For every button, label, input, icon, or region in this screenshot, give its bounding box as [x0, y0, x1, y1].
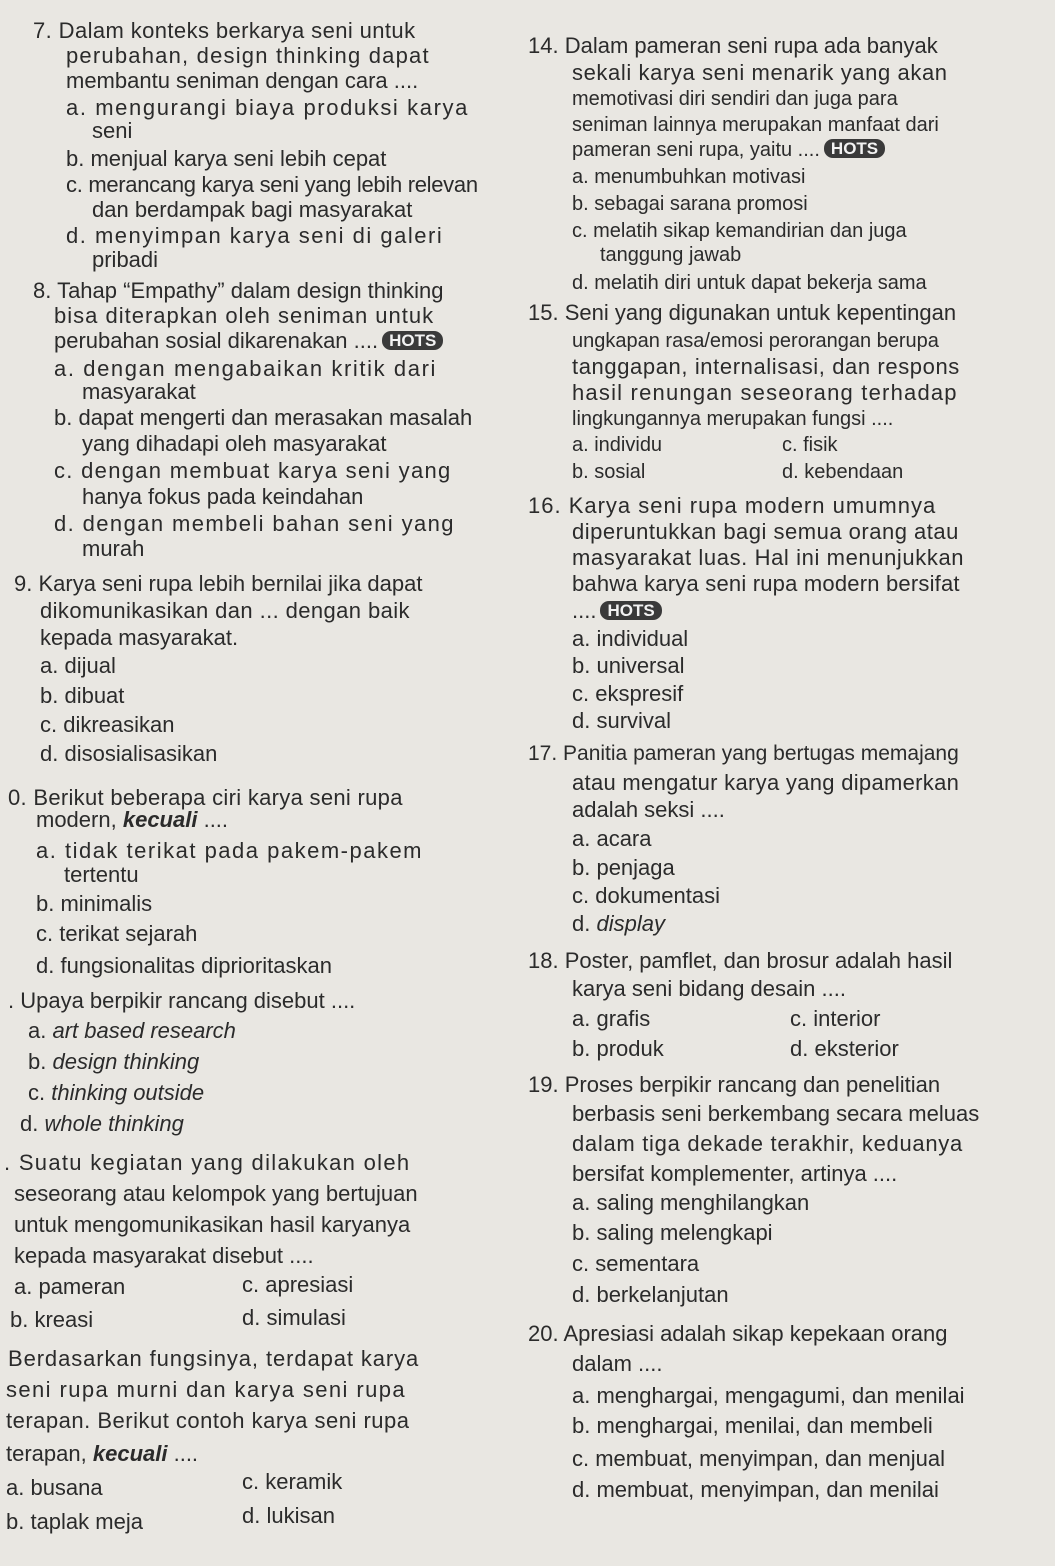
- option-19c: c. sementara: [572, 1251, 700, 1276]
- question-8-stem: 8. Tahap “Empathy” dalam design thinking: [33, 278, 444, 303]
- option-18b: b. produk: [572, 1036, 664, 1061]
- option-8b: b. dapat mengerti dan merasakan masalah: [54, 405, 473, 430]
- question-20-stem: dalam ....: [572, 1351, 663, 1376]
- option-8c: c. dengan membuat karya seni yang: [54, 458, 452, 483]
- question-19-stem: bersifat komplementer, artinya ....: [572, 1161, 898, 1186]
- option-9d: d. disosialisasikan: [40, 741, 218, 766]
- question-19-stem: berbasis seni berkembang secara meluas: [572, 1101, 980, 1126]
- question-7-stem: perubahan, design thinking dapat: [66, 43, 430, 68]
- option-14b: b. sebagai sarana promosi: [572, 193, 808, 215]
- option-12b: b. kreasi: [10, 1307, 94, 1332]
- question-15-stem: hasil renungan seseorang terhadap: [572, 380, 958, 405]
- option-7d: pribadi: [92, 247, 159, 272]
- option-18a: a. grafis: [572, 1006, 651, 1031]
- question-10-stem: 0. Berikut beberapa ciri karya seni rupa: [8, 785, 403, 810]
- option-8d: d. dengan membeli bahan seni yang: [54, 511, 455, 536]
- option-7d: d. menyimpan karya seni di galeri: [66, 223, 444, 248]
- question-14-stem: memotivasi diri sendiri dan juga para: [572, 88, 898, 110]
- option-14c: tanggung jawab: [600, 244, 742, 266]
- question-13-stem: Berdasarkan fungsinya, terdapat karya: [8, 1346, 420, 1371]
- option-15b: b. sosial: [572, 461, 646, 483]
- question-14-stem: pameran seni rupa, yaitu .... HOTS: [572, 137, 885, 163]
- option-7c: dan berdampak bagi masyarakat: [92, 197, 413, 222]
- option-11c: c. thinking outside: [28, 1080, 205, 1105]
- question-14-stem: sekali karya seni menarik yang akan: [572, 60, 948, 85]
- hots-badge: HOTS: [382, 331, 443, 350]
- option-15c: c. fisik: [782, 434, 838, 456]
- question-7-stem: 7. Dalam konteks berkarya seni untuk: [33, 18, 416, 43]
- option-20d: d. membuat, menyimpan, dan menilai: [572, 1477, 939, 1502]
- option-14c: c. melatih sikap kemandirian dan juga: [572, 220, 907, 242]
- option-20b: b. menghargai, menilai, dan membeli: [572, 1413, 933, 1438]
- question-12-stem: seseorang atau kelompok yang bertujuan: [14, 1181, 418, 1206]
- question-17-stem: 17. Panitia pameran yang bertugas memajang: [528, 742, 959, 765]
- option-15d: d. kebendaan: [782, 461, 904, 483]
- question-9-stem: dikomunikasikan dan ... dengan baik: [40, 598, 410, 623]
- option-17d: d. display: [572, 911, 665, 936]
- option-10c: c. terikat sejarah: [36, 921, 198, 946]
- option-17b: b. penjaga: [572, 855, 675, 880]
- option-8a: a. dengan mengabaikan kritik dari: [54, 356, 438, 381]
- question-16-stem: masyarakat luas. Hal ini menunjukkan: [572, 545, 965, 570]
- option-14d: d. melatih diri untuk dapat bekerja sama: [572, 272, 927, 294]
- option-18c: c. interior: [790, 1006, 881, 1031]
- option-7b: b. menjual karya seni lebih cepat: [66, 146, 387, 171]
- option-10a: tertentu: [64, 862, 139, 887]
- question-18-stem: 18. Poster, pamflet, dan brosur adalah hasil: [528, 948, 953, 973]
- question-20-stem: 20. Apresiasi adalah sikap kepekaan orang: [528, 1321, 948, 1346]
- question-12-stem: untuk mengomunikasikan hasil karyanya: [14, 1212, 411, 1237]
- question-7-stem: membantu seniman dengan cara ....: [66, 68, 419, 93]
- question-10-stem: modern, kecuali ....: [36, 807, 229, 832]
- question-13-stem: terapan, kecuali ....: [6, 1441, 199, 1466]
- option-7a: seni: [92, 118, 133, 143]
- question-16-stem: 16. Karya seni rupa modern umumnya: [528, 493, 937, 518]
- question-8-stem: bisa diterapkan oleh seniman untuk: [54, 303, 435, 328]
- option-9a: a. dijual: [40, 653, 116, 678]
- option-19a: a. saling menghilangkan: [572, 1190, 810, 1215]
- option-16b: b. universal: [572, 653, 685, 678]
- option-8a: masyarakat: [82, 379, 196, 404]
- option-9c: c. dikreasikan: [40, 712, 175, 737]
- option-11d: d. whole thinking: [20, 1111, 184, 1136]
- question-11-stem: . Upaya berpikir rancang disebut ....: [8, 988, 356, 1013]
- option-18d: d. eksterior: [790, 1036, 899, 1061]
- hots-badge: HOTS: [824, 139, 885, 158]
- question-15-stem: tanggapan, internalisasi, dan respons: [572, 354, 960, 379]
- option-8b: yang dihadapi oleh masyarakat: [82, 431, 387, 456]
- option-13c: c. keramik: [242, 1469, 343, 1494]
- option-19b: b. saling melengkapi: [572, 1220, 773, 1245]
- option-9b: b. dibuat: [40, 683, 125, 708]
- option-13b: b. taplak meja: [6, 1509, 143, 1534]
- option-7a: a. mengurangi biaya produksi karya: [66, 95, 469, 120]
- option-20c: c. membuat, menyimpan, dan menjual: [572, 1446, 945, 1471]
- option-10b: b. minimalis: [36, 891, 153, 916]
- option-13d: d. lukisan: [242, 1503, 335, 1528]
- question-18-stem: karya seni bidang desain ....: [572, 976, 846, 1001]
- question-16-stem: .... HOTS: [572, 598, 662, 624]
- option-7c: c. merancang karya seni yang lebih relevan: [66, 172, 478, 197]
- question-19-stem: 19. Proses berpikir rancang dan penelitian: [528, 1072, 941, 1097]
- option-19d: d. berkelanjutan: [572, 1282, 729, 1307]
- option-16c: c. ekspresif: [572, 681, 684, 706]
- question-9-stem: 9. Karya seni rupa lebih bernilai jika dapat: [14, 571, 423, 596]
- option-12a: a. pameran: [14, 1274, 126, 1299]
- question-12-stem: kepada masyarakat disebut ....: [14, 1243, 314, 1268]
- question-14-stem: 14. Dalam pameran seni rupa ada banyak: [528, 33, 938, 58]
- option-16d: d. survival: [572, 708, 672, 733]
- question-14-stem: seniman lainnya merupakan manfaat dari: [572, 114, 939, 136]
- option-17a: a. acara: [572, 826, 652, 851]
- question-8-stem: perubahan sosial dikarenakan .... HOTS: [54, 328, 443, 354]
- option-8c: hanya fokus pada keindahan: [82, 484, 364, 509]
- question-16-stem: diperuntukkan bagi semua orang atau: [572, 519, 959, 544]
- option-17c: c. dokumentasi: [572, 883, 720, 908]
- option-20a: a. menghargai, mengagumi, dan menilai: [572, 1383, 965, 1408]
- question-19-stem: dalam tiga dekade terakhir, keduanya: [572, 1131, 963, 1156]
- question-13-stem: seni rupa murni dan karya seni rupa: [6, 1377, 406, 1402]
- question-15-stem: 15. Seni yang digunakan untuk kepentingan: [528, 300, 957, 325]
- option-10a: a. tidak terikat pada pakem-pakem: [36, 838, 424, 863]
- option-11a: a. art based research: [28, 1018, 236, 1043]
- option-10d: d. fungsionalitas diprioritaskan: [36, 953, 332, 978]
- option-15a: a. individu: [572, 434, 663, 456]
- question-15-stem: lingkungannya merupakan fungsi ....: [572, 408, 894, 430]
- option-16a: a. individual: [572, 626, 689, 651]
- question-12-stem: . Suatu kegiatan yang dilakukan oleh: [4, 1150, 411, 1175]
- option-12d: d. simulasi: [242, 1305, 346, 1330]
- question-17-stem: adalah seksi ....: [572, 797, 725, 822]
- question-9-stem: kepada masyarakat.: [40, 625, 239, 650]
- question-16-stem: bahwa karya seni rupa modern bersifat: [572, 571, 960, 596]
- question-17-stem: atau mengatur karya yang dipamerkan: [572, 770, 960, 795]
- question-13-stem: terapan. Berikut contoh karya seni rupa: [6, 1408, 410, 1433]
- option-11b: b. design thinking: [28, 1049, 200, 1074]
- option-8d: murah: [82, 536, 145, 561]
- hots-badge: HOTS: [600, 601, 661, 620]
- option-14a: a. menumbuhkan motivasi: [572, 166, 806, 188]
- question-15-stem: ungkapan rasa/emosi perorangan berupa: [572, 330, 939, 352]
- option-12c: c. apresiasi: [242, 1272, 354, 1297]
- option-13a: a. busana: [6, 1475, 103, 1500]
